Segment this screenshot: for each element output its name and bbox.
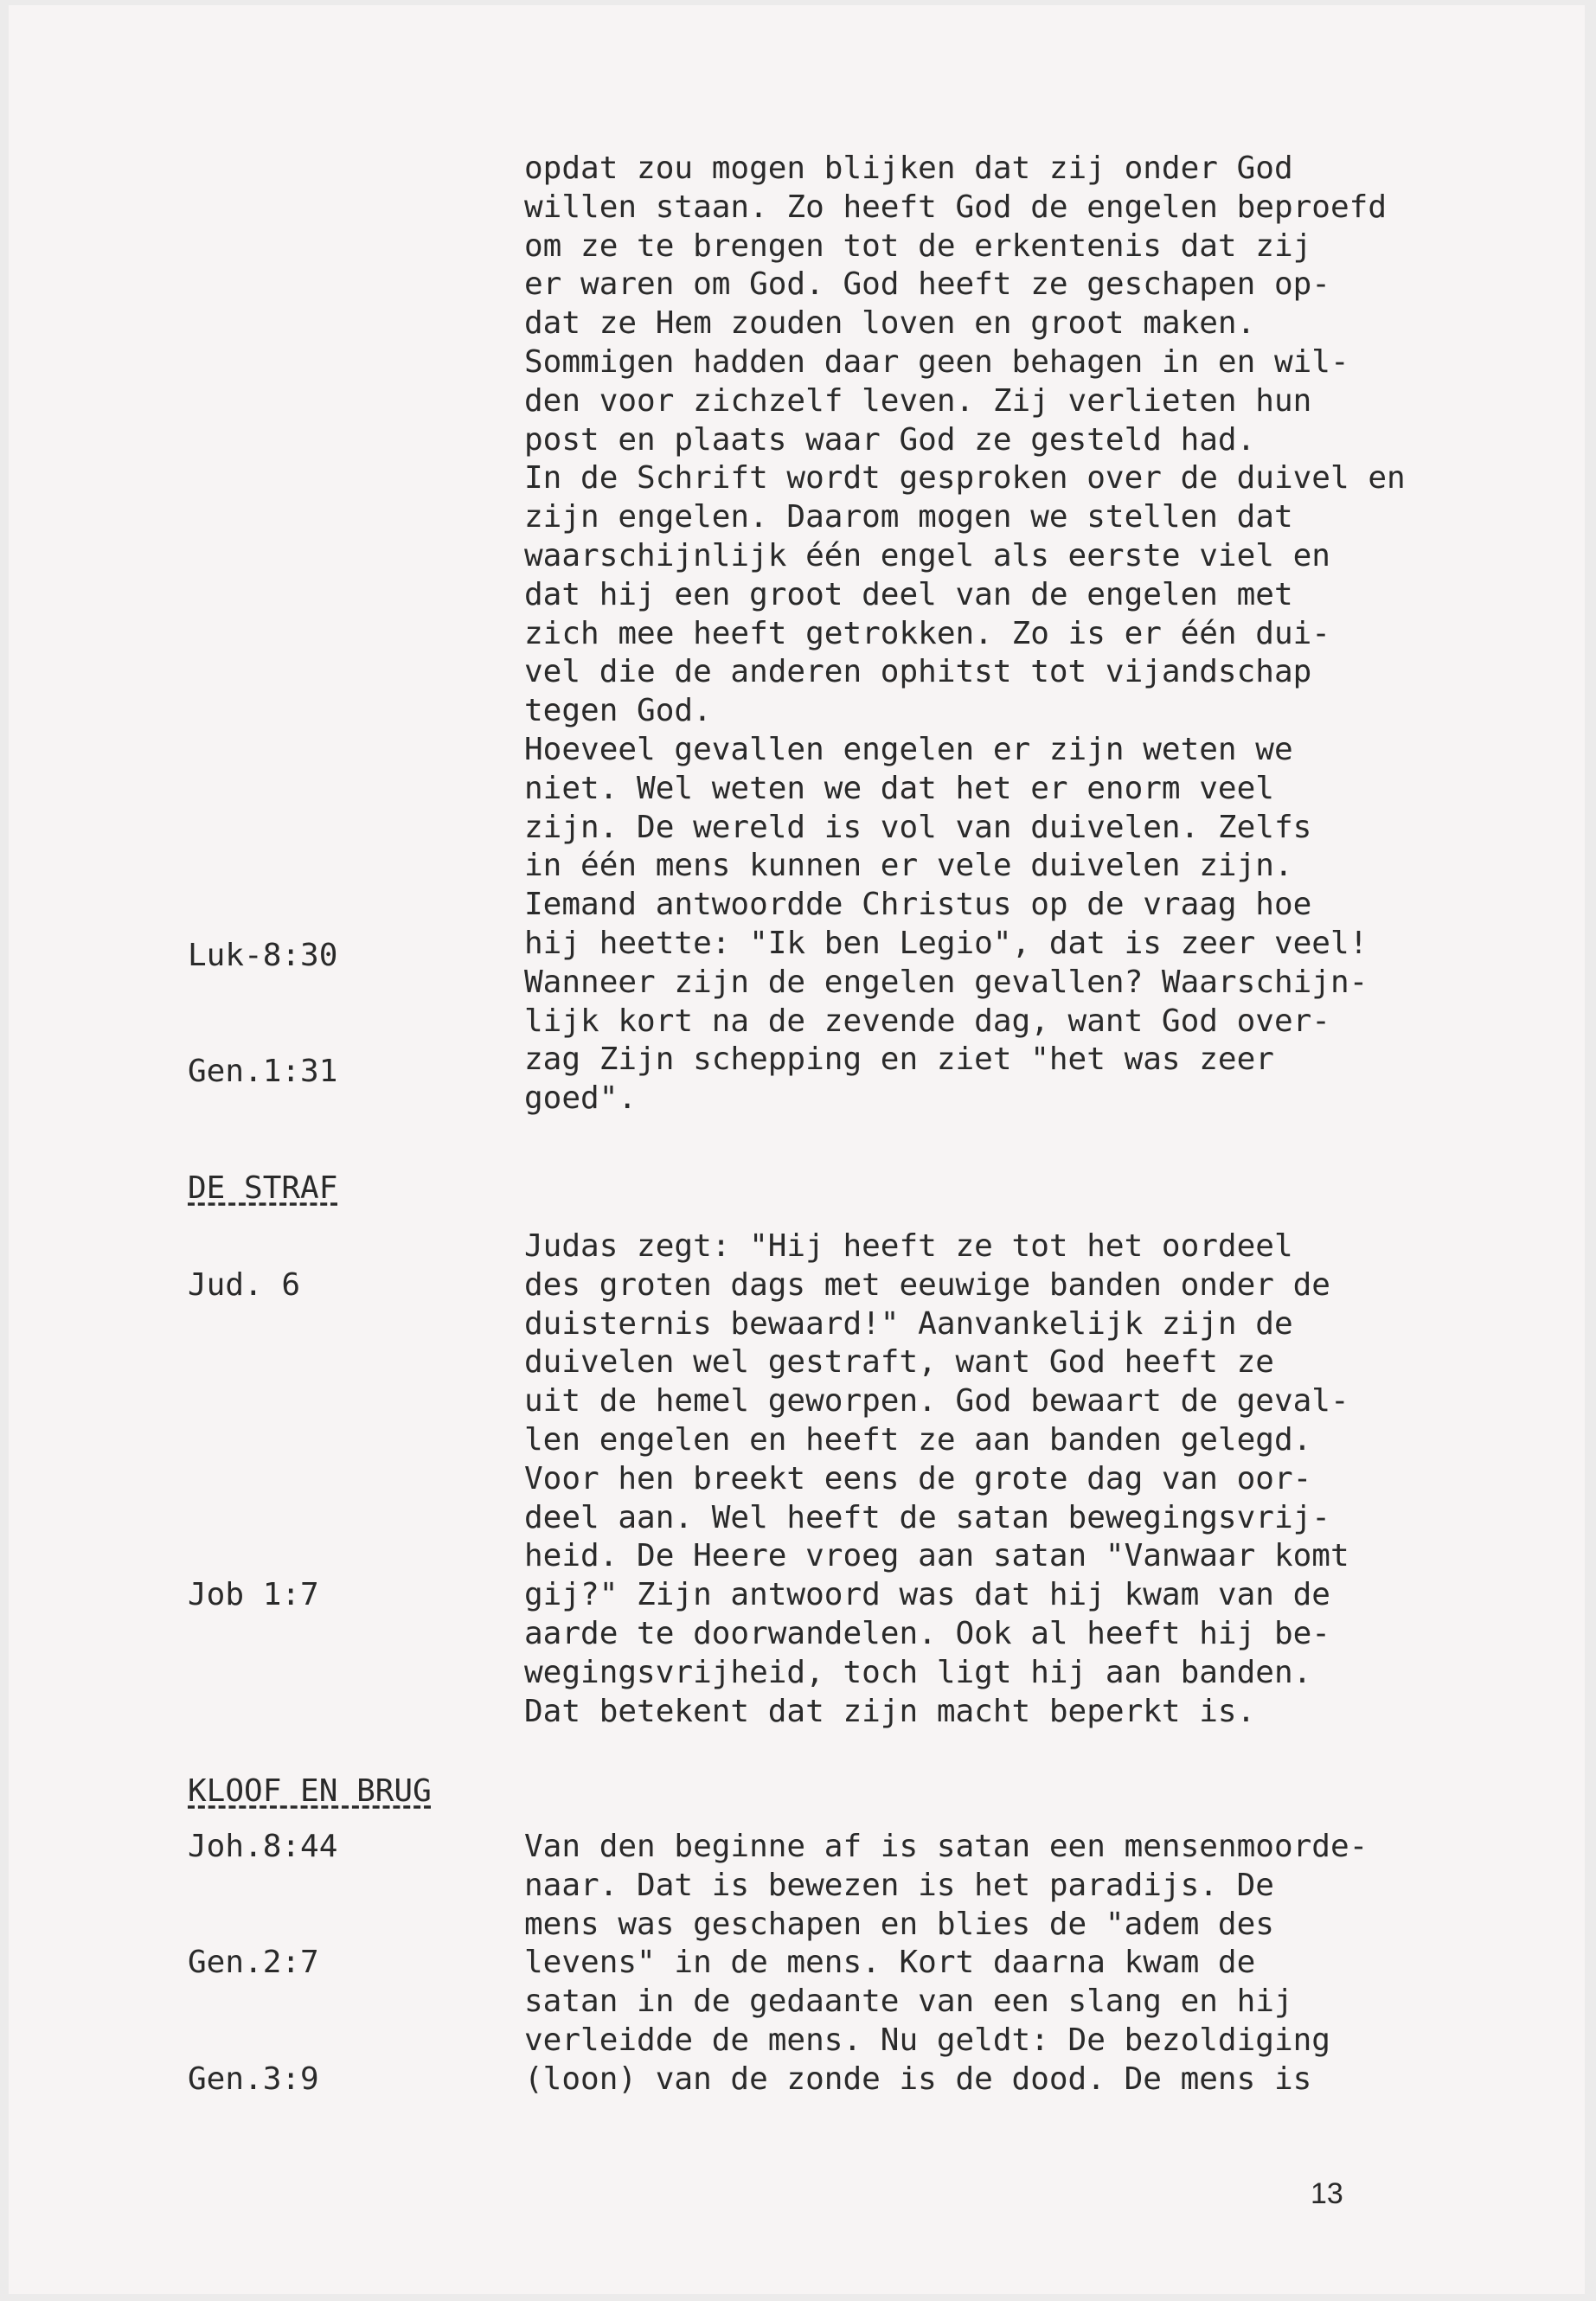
paragraph-kloof-en-brug: Van den beginne af is satan een mensenmoorde- naar. Dat is bewezen is het paradijs. De mens was geschapen en blies de "adem des levens" in de mens. Kort daarna kwam de satan in de gedaante van een slang en hij verleidde de mens. Nu geldt: De bezoldiging (loon) van de zonde is de dood. De mens is — [524, 1829, 1368, 2097]
margin-ref-gen-3-9: Gen.3:9 — [188, 2061, 319, 2097]
paragraph-engelen: opdat zou mogen blijken dat zij onder God willen staan. Zo heeft God de engelen beproefd om ze te brengen tot de erkentenis dat zij er waren om God. God heeft ze geschapen op- dat ze Hem zouden loven en groot maken. Sommigen hadden daar geen behagen in en wil- den voor zichzelf leven. Zij verlieten hun post en plaats waar God ze gesteld had. In de Schrift wordt gesproken over de duivel en zijn engelen. Daarom mogen we stellen dat waarschijnlijk één engel als eerste viel en dat hij een groot deel van de engelen met zich mee heeft getrokken. Zo is er één dui- vel die de anderen ophitst tot vijandschap tegen God. Hoeveel gevallen engelen er zijn weten we niet. Wel weten we dat het er enorm veel zijn. De wereld is vol van duivelen. Zelfs in één mens kunnen er vele duivelen zijn. Iemand antwoordde Christus op de vraag hoe hij heette: "Ik ben Legio", dat is zeer veel! Wanneer zijn de engelen gevallen? Waarschijn- lijk kort na de zevende dag, want God over- zag Zijn schepping en ziet "het was zeer goed". — [524, 151, 1406, 1117]
document-page — [9, 5, 1585, 2294]
section-heading-kloof-en-brug: KLOOF EN BRUG — [188, 1773, 432, 1809]
margin-ref-jud-6: Jud. 6 — [188, 1267, 301, 1303]
paragraph-de-straf: Judas zegt: "Hij heeft ze tot het oordeel des groten dags met eeuwige banden onder de duisternis bewaard!" Aanvankelijk zijn de duivelen wel gestraft, want God heeft ze uit de hemel geworpen. God bewaart de geval- len engelen en heeft ze aan banden gelegd. Voor hen breekt eens de grote dag van oor- deel aan. Wel heeft de satan bewegingsvrij- heid. De Heere vroeg aan satan "Vanwaar komt gij?" Zijn antwoord was dat hij kwam van de aarde te doorwandelen. Ook al heeft hij be- wegingsvrijheid, toch ligt hij aan banden. Dat betekent dat zijn macht beperkt is. — [524, 1228, 1349, 1729]
margin-ref-joh-8-44: Joh.8:44 — [188, 1829, 338, 1864]
section-heading-de-straf: DE STRAF — [188, 1170, 338, 1206]
page-number: 13 — [1311, 2177, 1343, 2210]
margin-ref-gen-2-7: Gen.2:7 — [188, 1945, 319, 1980]
margin-ref-job-1-7: Job 1:7 — [188, 1577, 319, 1612]
margin-ref-gen-1-31: Gen.1:31 — [188, 1054, 338, 1089]
margin-ref-luk-8-30: Luk-8:30 — [188, 938, 338, 973]
